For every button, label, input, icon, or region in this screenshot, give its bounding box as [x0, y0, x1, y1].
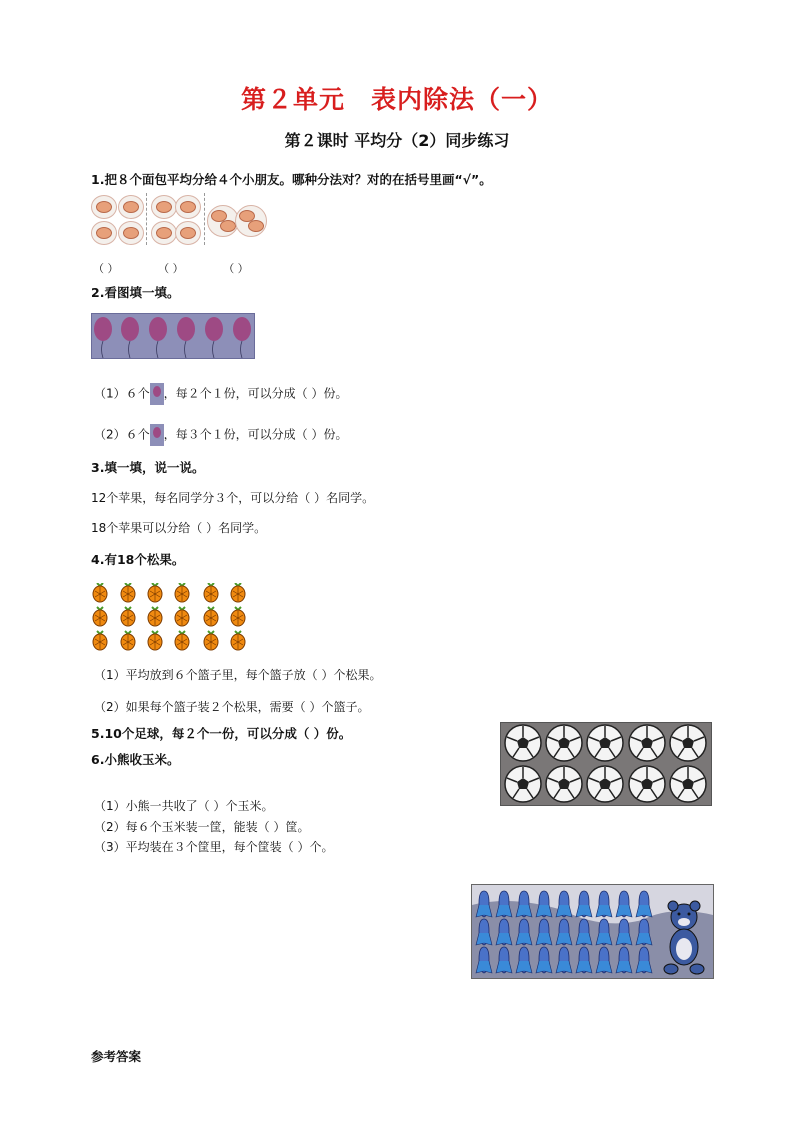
q6-line-3: （3）平均装在３个筐里，每个筐装（ ）个。 — [94, 840, 334, 854]
q6-line-1: （1）小熊一共收了（ ）个玉米。 — [94, 799, 274, 813]
q2-line-1-post: ，每２个１份，可以分成（ ）份。 — [163, 386, 348, 401]
question-1: 1.把８个面包平均分给４个小朋友。哪种分法对？对的在括号里画“√”。 — [91, 172, 492, 187]
balloon-icon — [150, 424, 164, 446]
q2-line-2 — [94, 424, 347, 446]
q4-line-2: （2）如果每个篮子装２个松果，需要（ ）个篮子。 — [94, 700, 370, 714]
question-2: 2.看图填一填。 — [91, 285, 180, 300]
q2-line-1 — [94, 383, 347, 405]
answer-paren[interactable]: （ ） — [93, 262, 119, 275]
answer-paren[interactable]: （ ） — [223, 262, 249, 275]
q6-line-2: （2）每６个玉米装一筐，能装（ ）筐。 — [94, 820, 310, 834]
page-subtitle: 第２课时 平均分（2）同步练习 — [284, 131, 510, 150]
balloons-figure — [91, 313, 255, 359]
answer-section-label: 参考答案 — [91, 1049, 142, 1064]
q4-line-1: （1）平均放到６个篮子里，每个篮子放（ ）个松果。 — [94, 668, 382, 682]
question-3: 3.填一填，说一说。 — [91, 460, 205, 475]
q2-line-2-post: ，每３个１份，可以分成（ ）份。 — [163, 427, 348, 442]
balloon-icon — [150, 383, 164, 405]
question-4: 4.有18个松果。 — [91, 552, 185, 567]
q3-line-2: 18个苹果可以分给（ ）名同学。 — [91, 521, 267, 535]
pinecones-figure — [90, 583, 255, 653]
question-5: 5.10个足球，每２个一份，可以分成（ ）份。 — [91, 726, 352, 741]
bread-division-figure — [91, 193, 266, 248]
q2-line-2-pre: （2）６个 — [94, 427, 150, 442]
answer-paren[interactable]: （ ） — [158, 262, 184, 275]
page-title: 第２单元 表内除法（一） — [240, 85, 553, 114]
soccer-balls-figure — [500, 722, 712, 806]
question-6: 6.小熊收玉米。 — [91, 752, 180, 767]
q3-line-1: 12个苹果，每名同学分３个，可以分给（ ）名同学。 — [91, 491, 375, 505]
q2-line-1-pre: （1）６个 — [94, 386, 150, 401]
bear-corn-figure — [471, 884, 714, 979]
answer-parens-row — [93, 257, 283, 276]
